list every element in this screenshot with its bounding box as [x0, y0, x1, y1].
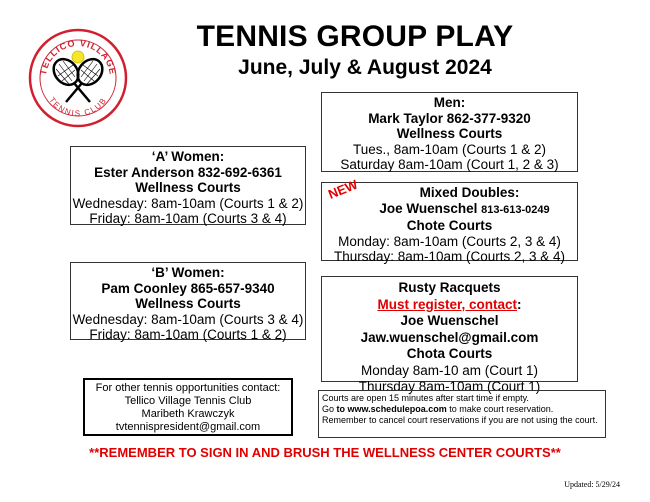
svg-text:TENNIS CLUB: TENNIS CLUB	[47, 95, 109, 119]
club-contact-box	[83, 378, 293, 436]
b-women-schedule-2: Friday: 8am-10am (Courts 1 & 2)	[89, 327, 287, 342]
rusty-schedule-1: Monday 8am-10 am (Court 1)	[360, 362, 539, 378]
note-line-2: Go to www.schedulepoa.com to make court reservation.	[322, 404, 554, 414]
a-women-box	[70, 146, 306, 225]
a-women-courts: Wellness Courts	[135, 180, 241, 195]
page-subtitle: June, July & August 2024	[238, 56, 492, 79]
mixed-contact-phone: 813-613-0249	[481, 203, 550, 216]
mixed-contact-name: Joe Wuenschel	[379, 200, 478, 216]
b-women-heading: ‘B’ Women:	[151, 265, 225, 280]
schedule-link[interactable]: to www.schedulepoa.com	[336, 404, 447, 414]
mixed-schedule-2: Thursday: 8am-10am (Courts 2, 3 & 4)	[333, 249, 566, 264]
rusty-schedule-2: Thursday 8am-10am (Court 1)	[358, 379, 541, 394]
men-schedule-2: Saturday 8am-10am (Court 1, 2 & 3)	[340, 157, 559, 172]
men-box	[321, 92, 578, 172]
a-women-schedule-1: Wednesday: 8am-10am (Courts 1 & 2)	[72, 195, 304, 211]
a-women-heading: ‘A’ Women:	[151, 149, 225, 164]
men-contact: Mark Taylor 862-377-9320	[368, 110, 531, 126]
b-women-courts: Wellness Courts	[135, 296, 241, 311]
mixed-heading: Mixed Doubles:	[419, 185, 520, 200]
rusty-register-line: Must register, contact:	[377, 296, 522, 312]
svg-text:TELLICO VILLAGE: TELLICO VILLAGE	[38, 37, 118, 76]
rusty-email: Jaw.wuenschel@gmail.com	[360, 329, 539, 345]
contact-line-1: For other tennis opportunities contact:	[95, 382, 281, 394]
rusty-heading: Rusty Racquets	[398, 280, 501, 295]
rusty-contact: Joe Wuenschel	[400, 313, 499, 328]
contact-line-2: Tellico Village Tennis Club	[124, 395, 252, 407]
a-women-contact: Ester Anderson 832-692-6361	[94, 164, 282, 180]
mixed-courts: Chote Courts	[406, 218, 493, 233]
a-women-schedule-2: Friday: 8am-10am (Courts 3 & 4)	[89, 211, 287, 226]
reminder-banner: **REMEMBER TO SIGN IN AND BRUSH THE WELLNESS CENTER COURTS**	[89, 445, 561, 460]
new-badge: NEW	[326, 176, 360, 202]
men-courts: Wellness Courts	[396, 126, 503, 141]
men-schedule-1: Tues., 8am-10am (Courts 1 & 2)	[352, 141, 547, 157]
crossed-rackets-icon	[28, 28, 128, 128]
rusty-register-notice: Must register, contact	[377, 296, 518, 312]
mixed-contact	[322, 201, 577, 219]
note-line-3: Remember to cancel court reservations if you are not using the court.	[322, 415, 598, 425]
contact-line-3: Maribeth Krawczyk	[141, 408, 235, 420]
rusty-courts: Chota Courts	[406, 346, 493, 361]
b-women-box	[70, 262, 306, 340]
note-line-1: Courts are open 15 minutes after start time if empty.	[322, 393, 529, 403]
tennis-club-logo	[28, 28, 128, 128]
updated-date: Updated: 5/29/24	[564, 480, 620, 489]
mixed-doubles-box	[321, 182, 578, 264]
court-reservation-note	[318, 390, 606, 438]
b-women-schedule-1: Wednesday: 8am-10am (Courts 3 & 4)	[72, 311, 304, 327]
contact-email: tvtennispresident@gmail.com	[115, 421, 261, 433]
b-women-contact: Pam Coonley 865-657-9340	[101, 280, 275, 296]
page-title: TENNIS GROUP PLAY	[196, 20, 514, 53]
rusty-racquets-box	[321, 276, 578, 394]
mixed-schedule-1: Monday: 8am-10am (Courts 2, 3 & 4)	[338, 233, 561, 249]
men-heading: Men:	[433, 95, 466, 110]
